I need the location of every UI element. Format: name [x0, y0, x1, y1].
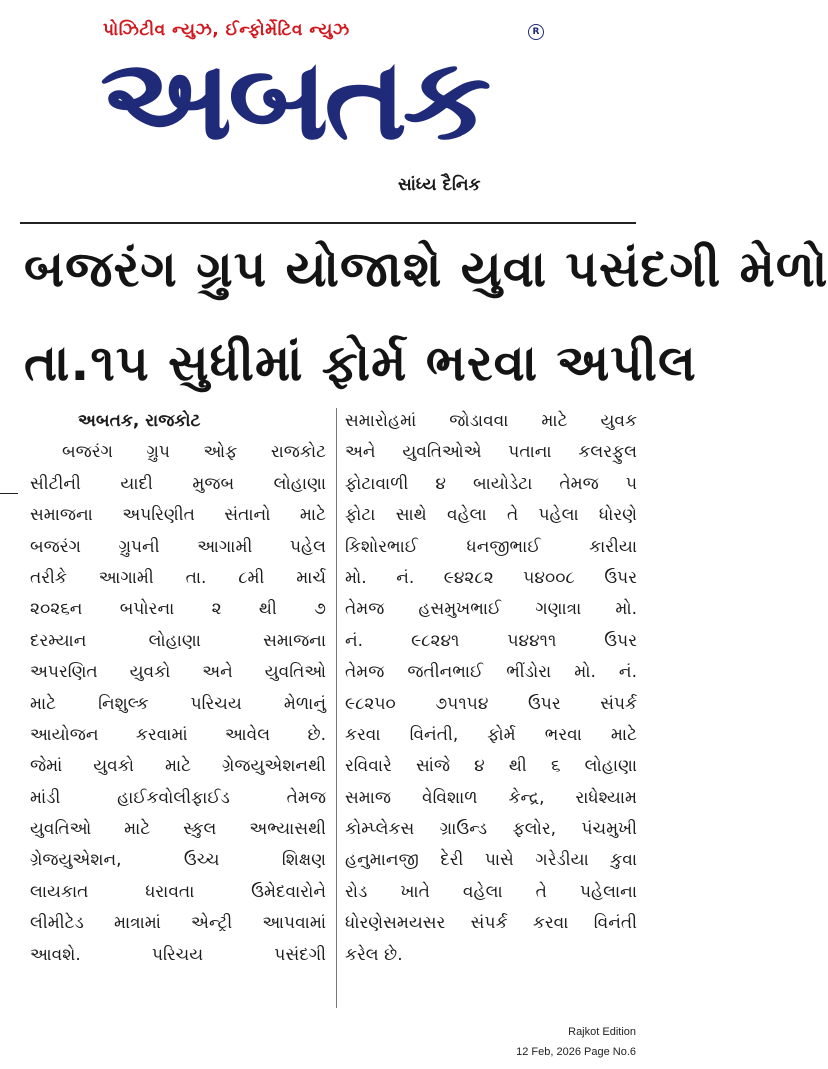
column-divider — [336, 408, 337, 1008]
edition-type-label: સાંધ્ય દૈનિક — [398, 175, 481, 195]
article-line: નં. ૯૮૨૪૧ ૫૪૪૧૧ ઉપર — [345, 630, 637, 651]
article-line: તેમજ જતીનભાઈ ભીંડોરા મો. નં. — [345, 662, 637, 683]
registered-trademark-icon: R — [528, 24, 544, 40]
article-line: સમારોહમાં જોડાવવા માટે યુવક — [345, 411, 637, 431]
article-line: અપરણિત યુવકો અને યુવતિઓ — [30, 662, 326, 683]
masthead-divider — [20, 222, 636, 224]
article-line: ૯૮૨૫૦ ૭૫૧૫૪ ઉપર સંપર્ક — [345, 693, 637, 714]
date-page-label: 12 Feb, 2026 Page No.6 — [516, 1046, 636, 1058]
article-line: યુવતિઓ માટે સ્કુલ અભ્યાસથી — [30, 819, 326, 840]
article-column-right — [345, 406, 637, 971]
article-line: બજરંગ ગ્રુપ ઓફ રાજકોટ — [62, 442, 326, 463]
headline-line-2: તા.૧૫ સુધીમાં ફોર્મ ભરવા અપીલ — [24, 334, 697, 392]
article-line: મો. નં. ૯૪૨૮૨ ૫૪૦૦૮ ઉપર — [345, 567, 637, 588]
article-line: જેમાં યુવકો માટે ગ્રેજયુએશનથી — [30, 756, 326, 777]
article-line: તરીકે આગામી તા. ૮મી માર્ચ — [30, 567, 326, 588]
article-line: માંડી હાઈકવોલીફાઈડ તેમજ — [30, 787, 326, 808]
article-line: તેમજ હસમુખભાઈ ગણાત્રા મો. — [345, 599, 637, 620]
article-line: દરમ્યાન લોહાણા સમાજના — [30, 630, 326, 651]
article-line: અને યુવતિઓએ પતાના કલરફુલ — [345, 442, 637, 463]
article-line: આવશે. પરિચય પસંદગી — [30, 944, 326, 965]
dateline: અબતક, રાજકોટ — [78, 411, 201, 431]
article-line: માટે નિશુલ્ક પરિચય મેળાનું — [30, 693, 326, 714]
article-column-left — [30, 406, 326, 971]
article-line: સમાજ વેવિશાળ કેન્દ્ર, રાધેશ્યામ — [345, 787, 637, 808]
article-line: રવિવારે સાંજે ૪ થી ૬ લોહાણા — [345, 756, 637, 777]
masthead — [0, 0, 646, 205]
article-line: ફોટાવાળી ૪ બાયોડેટા તેમજ ૫ — [345, 473, 637, 494]
article-line: કિશોરભાઈ ધનજીભાઈ કારીયા — [345, 536, 637, 557]
article-line: ધોરણેસમયસર સંપર્ક કરવા વિનંતી — [345, 913, 637, 934]
article-line: કરવા વિનંતી, ફોર્મ ભરવા માટે — [345, 724, 637, 745]
article-line: ફોટા સાથે વહેલા તે પહેલા ધોરણે — [345, 505, 637, 526]
article-line: લીમીટેડ માત્રામાં એન્ટ્રી આપવામાં — [30, 913, 326, 934]
article-line: આયોજન કરવામાં આવેલ છે. — [30, 724, 326, 745]
headline-line-1: બજરંગ ગ્રુપ યોજાશે યુવા પસંદગી મેળો — [24, 240, 828, 298]
article-line: ૨૦૨૬ન બપોરના ૨ થી ૭ — [30, 599, 326, 620]
article-line: ગ્રેજયુએશન, ઉચ્ચ શિક્ષણ — [30, 850, 326, 871]
article-line: કરેલ છે. — [345, 944, 403, 965]
newspaper-logo: અબતક — [100, 35, 487, 165]
article-line: રોડ ખાતે વહેલા તે પહેલાના — [345, 881, 637, 902]
article-line: બજરંગ ગ્રુપની આગામી પહેલ — [30, 536, 326, 557]
edition-label: Rajkot Edition — [568, 1026, 636, 1038]
masthead-tagline: પોઝિટીવ ન્યુઝ, ઈન્ફોર્મેટિવ ન્યુઝ — [103, 20, 350, 40]
article-line: કોમ્પ્લેકસ ગ્રાઉન્ડ ફલોર, પંચમુખી — [345, 819, 637, 840]
article-line: સીટીની યાદી મુજબ લોહાણા — [30, 473, 326, 494]
margin-mark — [0, 493, 18, 494]
article-line: લાયકાત ધરાવતા ઉમેદવારોને — [30, 881, 326, 902]
article-line: સમાજના અપરિણીત સંતાનો માટે — [30, 505, 326, 526]
article-line: હનુમાનજી દેરી પાસે ગરેડીયા કુવા — [345, 850, 637, 871]
